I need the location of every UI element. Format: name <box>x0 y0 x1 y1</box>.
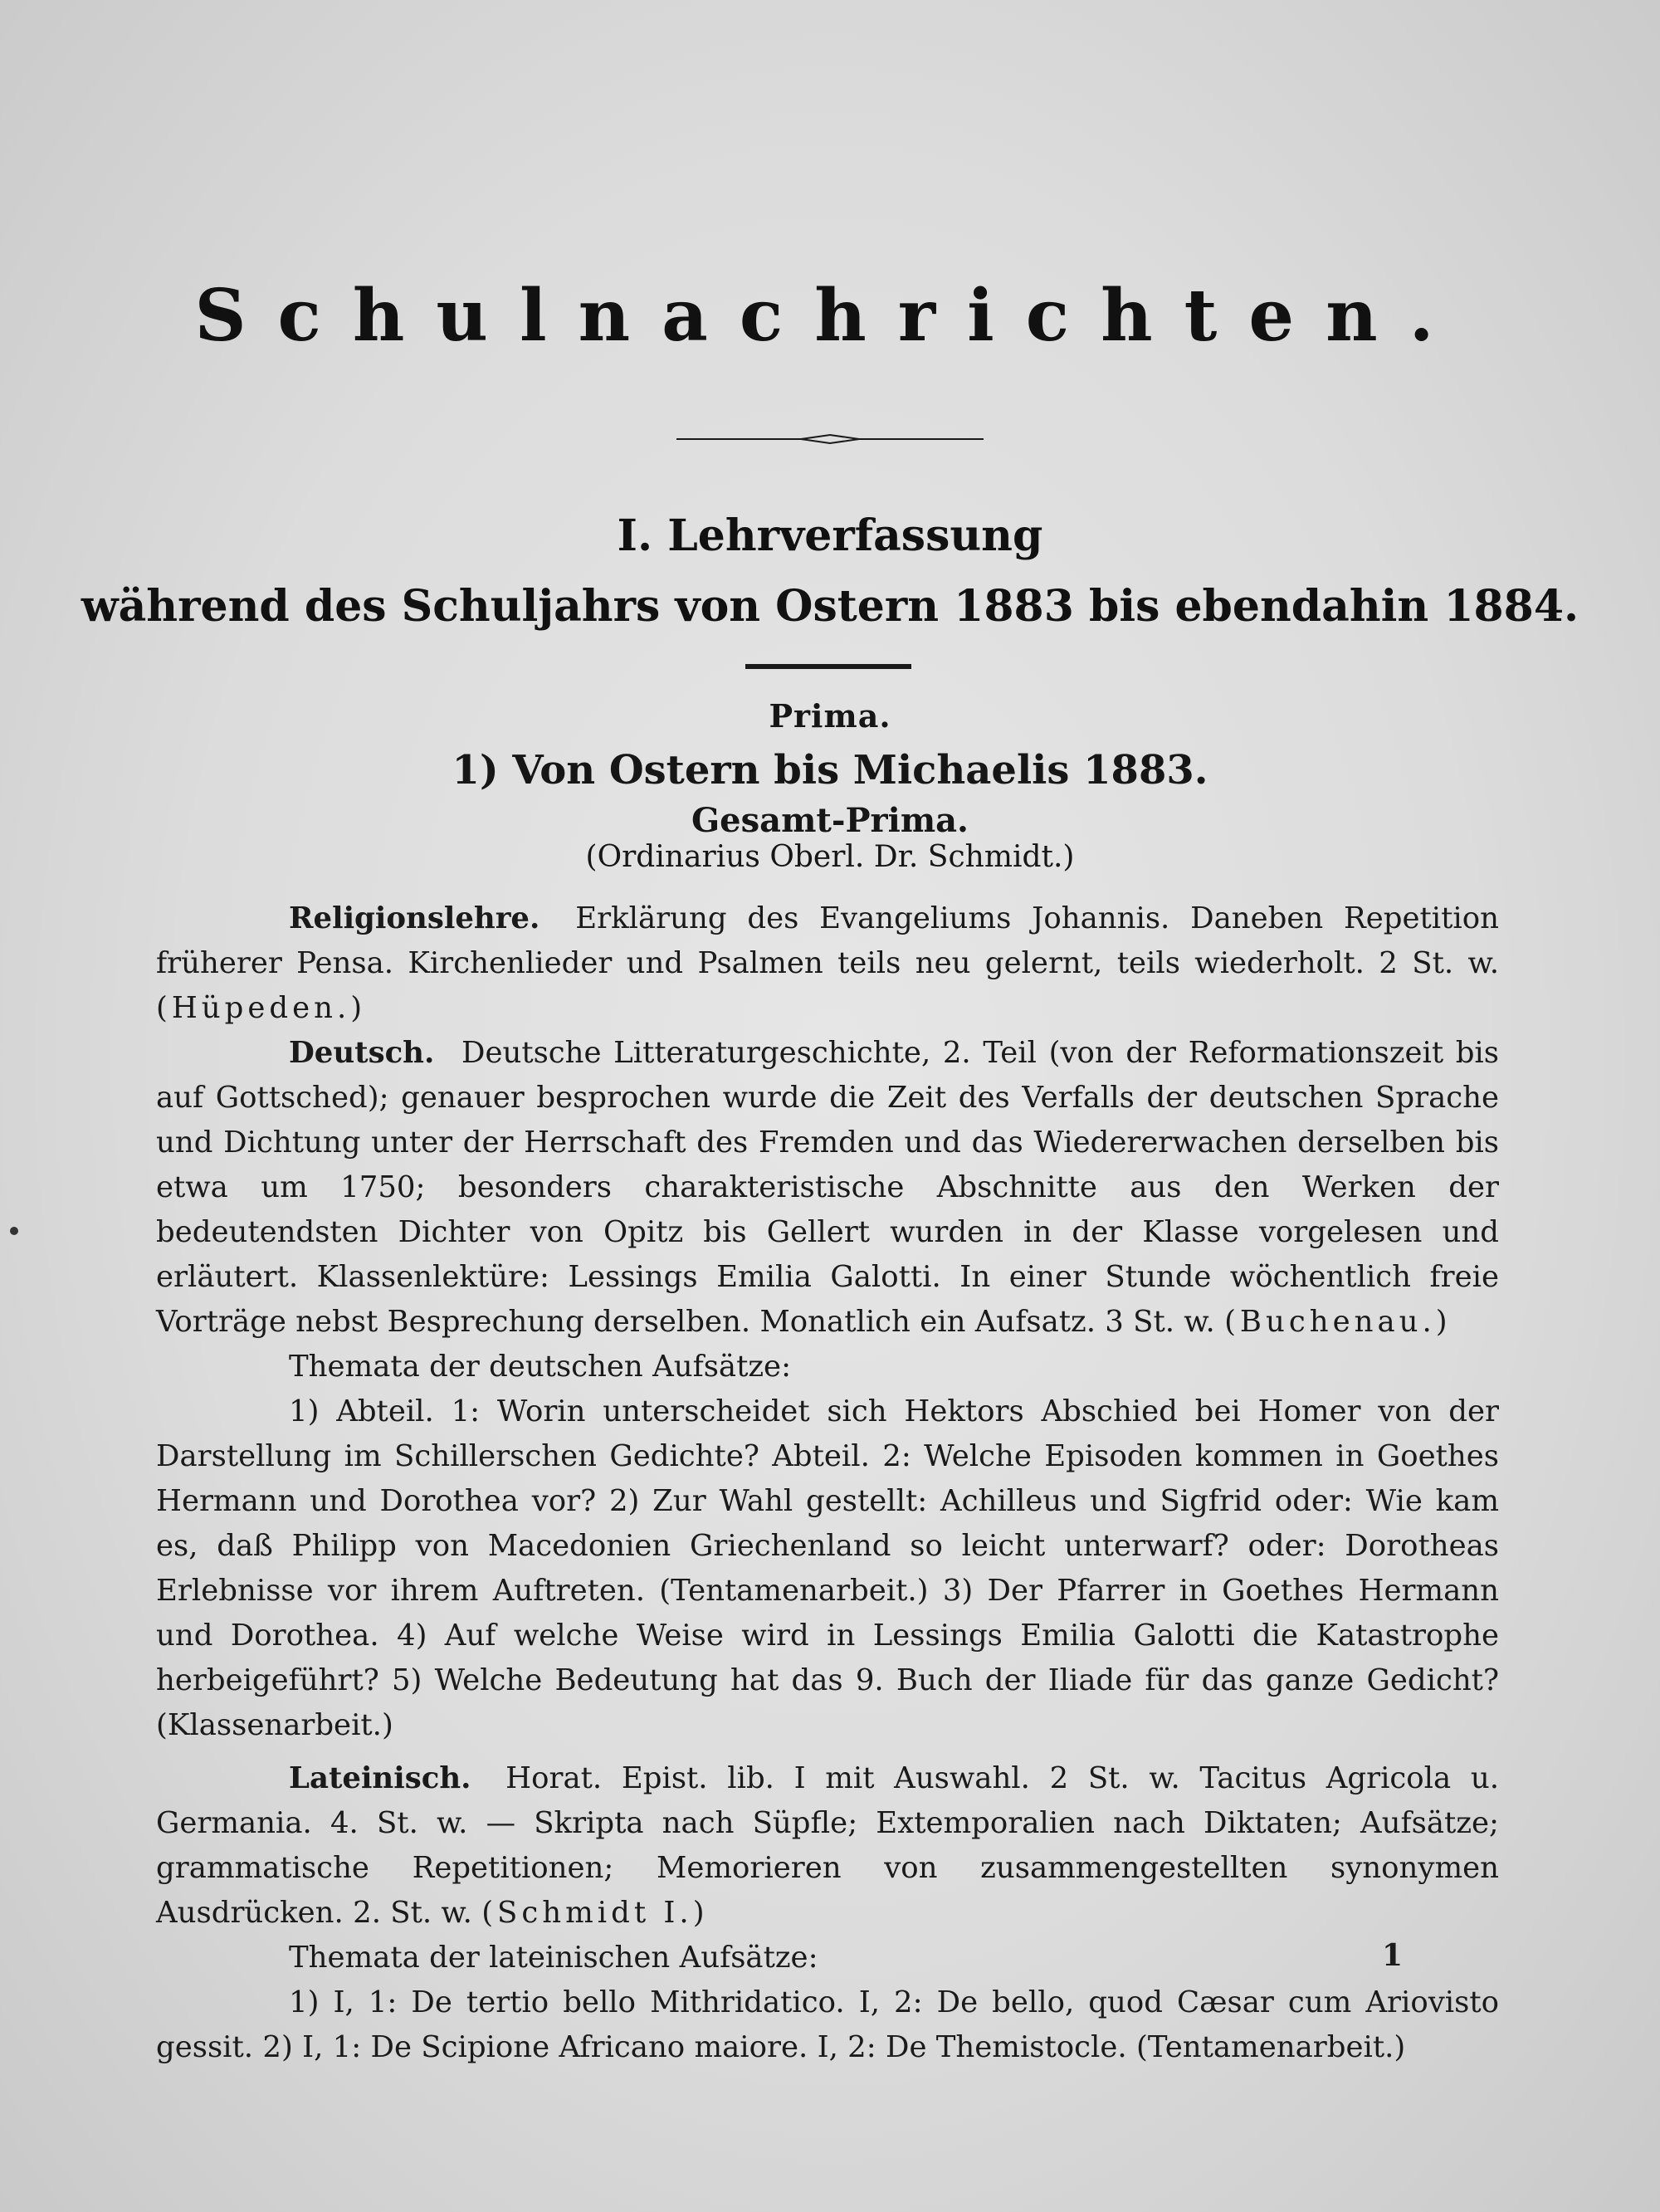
latein-themata-heading: Themata der lateinischen Aufsätze: <box>289 1941 818 1975</box>
deutsch-teacher: (Buchenau.) <box>1224 1305 1452 1339</box>
deutsch-paragraph <box>156 1031 1499 1345</box>
latein-text: Horat. Epist. lib. I mit Auswahl. 2 St. w. Tacitus Agricola u. Germania. 4. St. w. — Skripta nach Süpfle; Extemporalien nach Diktaten; Aufsätze; grammatische Repetitionen; Memorieren von zusammengestellten synonymen Ausdrücken. 2. St. w. <box>156 1761 1499 1930</box>
deutsch-subject: Deutsch. <box>289 1036 435 1070</box>
page-title: Schulnachrichten. <box>194 274 1466 358</box>
group-heading: Gesamt-Prima. <box>691 801 969 840</box>
heading-rule <box>745 664 911 669</box>
deutsch-themata: 1) Abteil. 1: Worin unterscheidet sich Hektors Abschied bei Homer von der Darstellung im Schillerschen Gedichte? Abteil. 2: Welche Episoden kommen in Goethes Hermann und Dorothea vor? 2) Zur Wahl gestellt: Achilleus und Sigfrid oder: Wie kam es, daß Philipp von Macedonien Griechenland so leicht unterwarf? oder: Dorotheas Erlebnisse vor ihrem Auftreten. (Tentamenarbeit.) 3) Der Pfarrer in Goethes Hermann und Dorothea. 4) Auf welche Weise wird in Lessings Emilia Galotti die Katastrophe herbeigeführt? 5) Welche Bedeutung hat das 9. Buch der Iliade für das ganze Gedicht? (Klassenarbeit.) <box>156 1394 1499 1742</box>
latein-themata: 1) I, 1: De tertio bello Mithridatico. I, 2: De bello, quod Cæsar cum Ariovisto gessit. 2) I, 1: De Scipione Africano maiore. I, 2: De Themistocle. (Tentamenarbeit.) <box>156 1985 1499 2064</box>
class-name: Prima. <box>769 697 891 735</box>
document-body <box>156 896 1499 2070</box>
section-heading: I. Lehrverfassung <box>617 510 1043 561</box>
margin-dot <box>10 1227 18 1235</box>
latein-teacher: (Schmidt I.) <box>481 1896 709 1930</box>
deutsch-text: Deutsche Litteraturgeschichte, 2. Teil (von der Reformationszeit bis auf Gottsched); genauer besprochen wurde die Zeit des Verfalls der deutschen Sprache und Dichtung unter der Herrschaft des Fremden und das Wiedererwachen derselben bis etwa um 1750; besonders charakteristische Abschnitte aus den Werken der bedeutendsten Dichter von Opitz bis Gellert wurden in der Klasse vorgelesen und erläutert. Klassenlektüre: Lessings Emilia Galotti. In einer Stunde wöchentlich freie Vorträge nebst Besprechung derselben. Monatlich ein Aufsatz. 3 St. w. <box>156 1036 1499 1339</box>
ordinarius-line: (Ordinarius Oberl. Dr. Schmidt.) <box>585 840 1075 874</box>
religion-subject: Religionslehre. <box>289 901 540 935</box>
deutsch-themata-heading: Themata der deutschen Aufsätze: <box>289 1350 792 1384</box>
religion-paragraph <box>156 896 1499 1031</box>
latein-paragraph <box>156 1756 1499 1936</box>
section-subheading: während des Schuljahrs von Ostern 1883 bis ebendahin 1884. <box>81 581 1579 632</box>
latein-subject: Lateinisch. <box>289 1761 471 1795</box>
religion-text: Erklärung des Evangeliums Johannis. Daneben Repetition früherer Pensa. Kirchenlieder und Psalmen teils neu gelernt, teils wiederholt. 2 St. w. <box>156 901 1499 980</box>
page-number: 1 <box>1381 1938 1403 1973</box>
ornament-divider <box>676 433 984 445</box>
term-heading: 1) Von Ostern bis Michaelis 1883. <box>452 747 1208 793</box>
religion-teacher: (Hüpeden.) <box>156 991 367 1025</box>
